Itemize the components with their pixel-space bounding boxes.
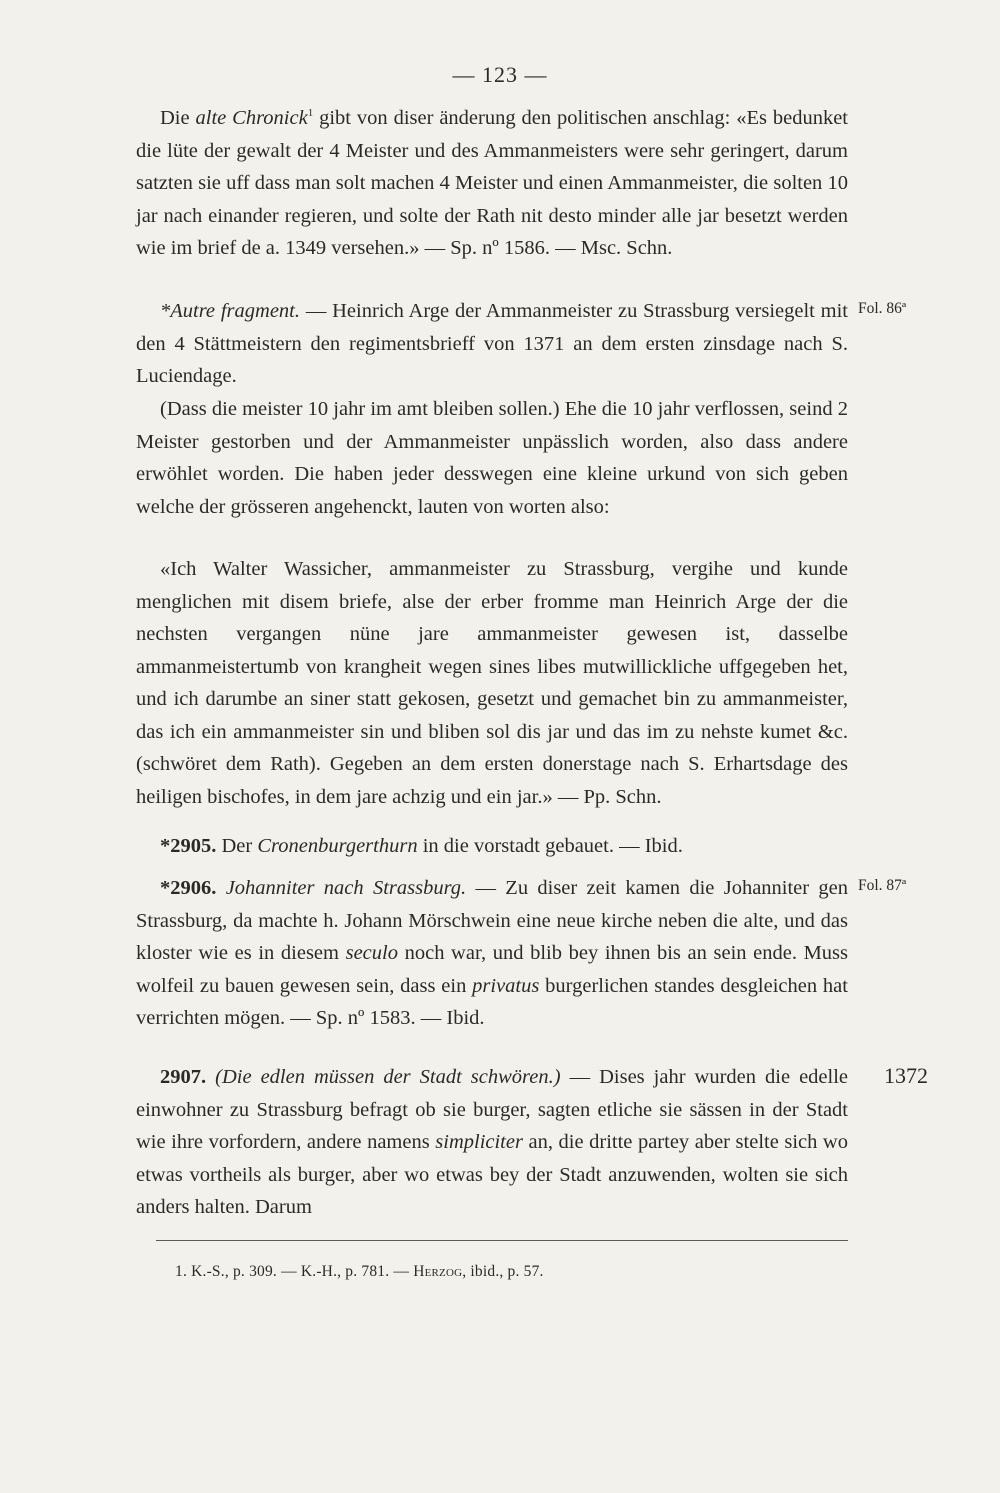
- entry-2905: *2905. Der Cronenburgerthurn in die vorstadt gebauet. — Ibid.: [160, 835, 683, 857]
- page-number: — 123 —: [452, 62, 548, 87]
- entry-2906: *2906. Johanniter nach Strassburg. — Zu diser zeit kamen die Johanniter gen Strassburg, da machte h. Johann Mörschwein eine neue kirche neben die alte, und das kloster wie es in diesem seculo noch war, und blib bey ihnen bis an sein ende. Muss wolfeil zu bauen gewesen sein, dass ein privatus burgerlichen standes desgleichen hat verrichten mögen. — Sp. nº 1583. — Ibid.: [136, 877, 849, 1029]
- paragraph-autre-fragment: *Autre fragment. — Heinrich Arge der Ammanmeister zu Strassburg versiegelt mit den 4 Stättmeistern den regimentsbrieff von 1371 an dem ersten zinsdage nach S. Luciendage.: [136, 300, 848, 387]
- footnote-1: 1. K.-S., p. 309. — K.-H., p. 781. — Herzog, ibid., p. 57.: [175, 1263, 544, 1280]
- margin-note-fol-86: Fol. 86ª: [858, 300, 907, 317]
- paragraph-alte-chronick: Die alte Chronick$^1$ gibt von diser änderung den politischen anschlag: «Es bedunket die lüte der gewalt der 4 Meister und des Ammanmeisters were sehr geringert, darum satzten sie uff dass man solt machen 4 Meister und einen Ammanmeister, die solten 10 jar nach einander regieren, und solte der Rath nit desto minder alle jar besetzt werden wie im brief de a. 1349 versehen.» — Sp. nº 1586. — Msc. Schn.: [136, 107, 848, 259]
- margin-note-fol-87: Fol. 87ª: [858, 877, 907, 894]
- entry-2907: 2907. (Die edlen müssen der Stadt schwören.) — Dises jahr wurden die edelle einwohner zu Strassburg befragt ob sie burger, sagten etliche sie sässen in der Stadt wie ihre vorfordern, andere namens simpliciter an, die dritte partey aber stelte sich wo etwas vortheils als burger, aber wo etwas bey der Stadt anzuwenden, wolten sie sich anders halten. Darum: [136, 1066, 849, 1218]
- entry-number: *2906.: [160, 877, 217, 899]
- entry-number: 2907.: [160, 1066, 207, 1088]
- entry-number: *2905.: [160, 835, 217, 857]
- paragraph-meister-10-jahr: (Dass die meister 10 jahr im amt bleiben sollen.) Ehe die 10 jahr verflossen, seind 2 Meister gestorben und der Ammanmeister unpässlich worden, also dass andere erwöhlet worden. Die haben jeder desswegen eine kleine urkund von sich geben welche der grösseren angehenckt, lauten von worten also:: [136, 398, 848, 518]
- footnote-rule: [156, 1240, 848, 1241]
- margin-year-1372: 1372: [884, 1063, 928, 1088]
- paragraph-walter-wassicher-charter: «Ich Walter Wassicher, ammanmeister zu Strassburg, vergihe und kunde menglichen mit disem briefe, alse der erber fromme man Heinrich Arge der die nechsten vergangen nüne jare ammanmeister gewesen ist, dasselbe ammanmeistertumb von krangheit wegen sines libes mutwillickliche uffgegeben het, und ich darumbe an siner statt gekosen, gesetzt und gemachet bin zu ammanmeister, das ich ein ammanmeister sin und bliben sol dis jar und das im zu nehste kumet &c. (schwöret dem Rath). Gegeben an dem ersten donerstage nach S. Erhartsdage des heiligen bischofes, in dem jare achzig und ein jar.» — Pp. Schn.: [136, 558, 848, 808]
